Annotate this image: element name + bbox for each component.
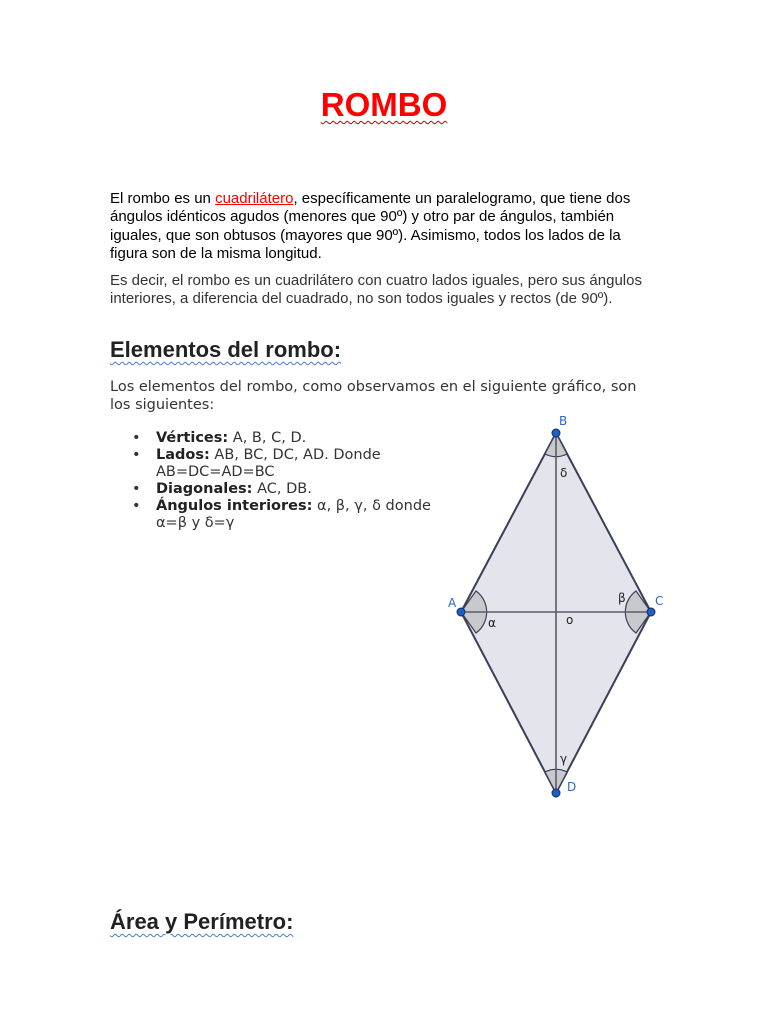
rhombus-diagram [420, 405, 715, 825]
vertex-label-c: C [655, 594, 664, 608]
vertex-label-d: D [567, 780, 577, 794]
list-item-text: α, β, γ, δ donde α=β y δ=γ [156, 498, 431, 531]
list-item-label: Ángulos interiores: [156, 498, 313, 514]
vertex-point-a [457, 608, 465, 616]
list-item [156, 498, 456, 532]
vertex-point-d [552, 789, 560, 797]
vertex-point-b [552, 429, 560, 437]
intro-paragraph [110, 190, 655, 263]
page-title: ROMBO [320, 86, 448, 123]
list-item [156, 447, 456, 481]
angle-label-beta: β [618, 591, 626, 605]
intro-text-start: El rombo es un [110, 190, 216, 207]
list-item-label: Lados: [156, 447, 210, 463]
vertex-point-c [647, 608, 655, 616]
cuadrilatero-link[interactable]: cuadrilátero [215, 190, 294, 207]
angle-label-alpha: α [488, 616, 496, 630]
section-heading-elements: Elementos del rombo: [110, 337, 342, 362]
intro-text-end: , específicamente un paralelogramo, que tiene dos ángulos idénticos agudos (menores que 90º) y otro par de ángulos, también iguales, que son obtusos (mayores que 90º). Asimismo, todos los lados de la figura son de la misma longitud. [110, 190, 631, 262]
list-item-text: A, B, C, D. [228, 430, 307, 446]
list-item-label: Vértices: [156, 430, 229, 446]
list-item-text: AB, BC, DC, AD. Donde AB=DC=AD=BC [156, 447, 381, 480]
list-item-text: AC, DB. [252, 481, 312, 497]
center-label-o: o [566, 613, 574, 627]
definition-paragraph: Es decir, el rombo es un cuadrilátero con cuatro lados iguales, pero sus ángulos interiores, a diferencia del cuadrado, no son todos iguales y rectos (de 90º). [110, 272, 642, 308]
angle-label-gamma: γ [560, 752, 568, 766]
angle-label-delta: δ [560, 466, 568, 480]
list-item [156, 430, 456, 447]
section-heading-area: Área y Perímetro: [110, 909, 294, 934]
vertex-label-a: A [448, 596, 457, 610]
list-item-label: Diagonales: [156, 481, 253, 497]
vertex-label-b: B [559, 414, 568, 428]
list-item [156, 481, 456, 498]
elements-intro: Los elementos del rombo, como observamos en el siguiente gráfico, son los siguientes: [110, 379, 637, 413]
elements-list [110, 430, 456, 532]
